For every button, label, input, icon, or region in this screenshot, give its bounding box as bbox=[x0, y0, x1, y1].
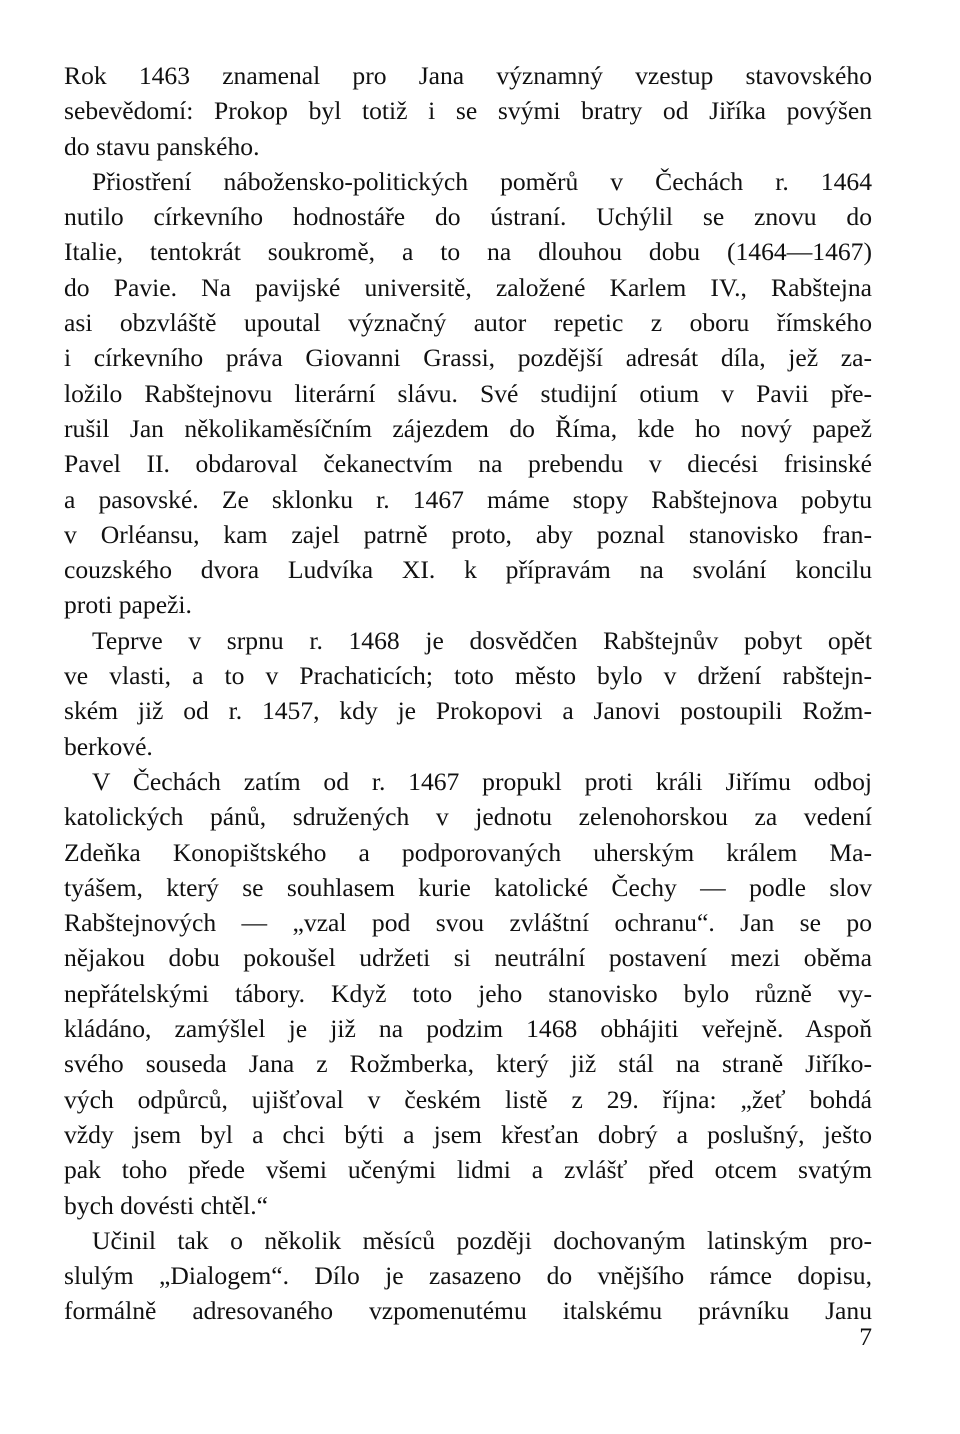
text-line: asi obzvláště upoutal význačný autor repetic z oboru římského bbox=[64, 308, 872, 338]
paragraph-5 bbox=[64, 1223, 872, 1329]
text-line: v Orléansu, kam zajel patrně proto, aby poznal stanovisko fran- bbox=[64, 519, 872, 549]
text-line: nepřátelskými tábory. Když toto jeho stanovisko bylo různě vy- bbox=[64, 978, 872, 1008]
text-line: rušil Jan několikaměsíčním zájezdem do Říma, kde ho nový papež bbox=[64, 413, 872, 443]
text-line: berkové. bbox=[64, 731, 153, 761]
text-line: do stavu panského. bbox=[64, 131, 260, 161]
text-line: kládáno, zamýšlel je již na podzim 1468 obhájiti veřejně. Aspoň bbox=[64, 1014, 872, 1044]
text-line: Pavel II. obdaroval čekanectvím na prebendu v diecési frisinské bbox=[64, 449, 872, 479]
paragraph-4 bbox=[64, 764, 872, 1223]
text-line: tyášem, který se souhlasem kurie katolické Čechy — podle slov bbox=[64, 872, 872, 902]
text-line: do Pavie. Na pavijské universitě, založené Karlem IV., Rabštejna bbox=[64, 272, 872, 302]
text-line: ském již od r. 1457, kdy je Prokopovi a Janovi postoupili Rožm- bbox=[64, 696, 872, 726]
text-line: Italie, tentokrát soukromě, a to na dlouhou dobu (1464—1467) bbox=[64, 237, 872, 267]
text-line: Rok 1463 znamenal pro Jana významný vzestup stavovského bbox=[64, 61, 872, 90]
paragraph-1 bbox=[64, 58, 872, 164]
text-line: V Čechách zatím od r. 1467 propukl proti králi Jiřímu odboj bbox=[92, 766, 872, 796]
text-line: Teprve v srpnu r. 1468 je dosvědčen Rabštejnův pobyt opět bbox=[92, 625, 872, 655]
text-line: ložilo Rabštejnovu literární slávu. Své studijní otium v Pavii pře- bbox=[64, 378, 872, 408]
text-line: a pasovské. Ze sklonku r. 1467 máme stopy Rabštejnova pobytu bbox=[64, 484, 872, 514]
text-line: proti papeži. bbox=[64, 590, 192, 620]
text-line: svého souseda Jana z Rožmberka, který již stál na straně Jiříko- bbox=[64, 1049, 872, 1079]
text-line: nutilo církevního hodnostáře do ústraní. Uchýlil se znovu do bbox=[64, 202, 872, 232]
text-line: slulým „Dialogem“. Dílo je zasazeno do vnějšího rámce dopisu, bbox=[64, 1261, 872, 1291]
page-body bbox=[64, 58, 872, 1329]
text-line: formálně adresovaného vzpomenutému italskému právníku Janu bbox=[64, 1296, 872, 1326]
text-line: nějakou dobu pokoušel udržeti si neutrální postavení mezi oběma bbox=[64, 943, 872, 973]
text-line: vždy jsem byl a chci býti a jsem křesťan dobrý a poslušný, ješto bbox=[64, 1119, 872, 1149]
text-line: Přiostření nábožensko-politických poměrů v Čechách r. 1464 bbox=[92, 166, 872, 196]
text-line: Rabštejnových — „vzal pod svou zvláštní ochranu“. Jan se po bbox=[64, 908, 872, 938]
text-line: katolických pánů, sdružených v jednotu zelenohorskou za vedení bbox=[64, 802, 872, 832]
paragraph-2 bbox=[64, 164, 872, 623]
text-line: vých odpůrců, ujišťoval v českém listě z 29. října: „žeť bohdá bbox=[64, 1084, 872, 1114]
text-line: ve vlasti, a to v Prachaticích; toto město bylo v držení rabštejn- bbox=[64, 661, 872, 691]
page-number: 7 bbox=[859, 1322, 872, 1351]
text-line: sebevědomí: Prokop byl totiž i se svými bratry od Jiříka povýšen bbox=[64, 96, 872, 126]
text-line: bych dovésti chtěl.“ bbox=[64, 1190, 268, 1220]
text-line: i církevního práva Giovanni Grassi, pozdější adresát díla, jež za- bbox=[64, 343, 872, 373]
text-line: Zdeňka Konopištského a podporovaných uherským králem Ma- bbox=[64, 837, 872, 867]
text-line: pak toho přede všemi učenými lidmi a zvlášť před otcem svatým bbox=[64, 1155, 872, 1185]
text-line: couzského dvora Ludvíka XI. k přípravám na svolání koncilu bbox=[64, 555, 872, 585]
paragraph-3 bbox=[64, 623, 872, 764]
text-line: Učinil tak o několik měsíců později dochovaným latinským pro- bbox=[92, 1225, 872, 1255]
